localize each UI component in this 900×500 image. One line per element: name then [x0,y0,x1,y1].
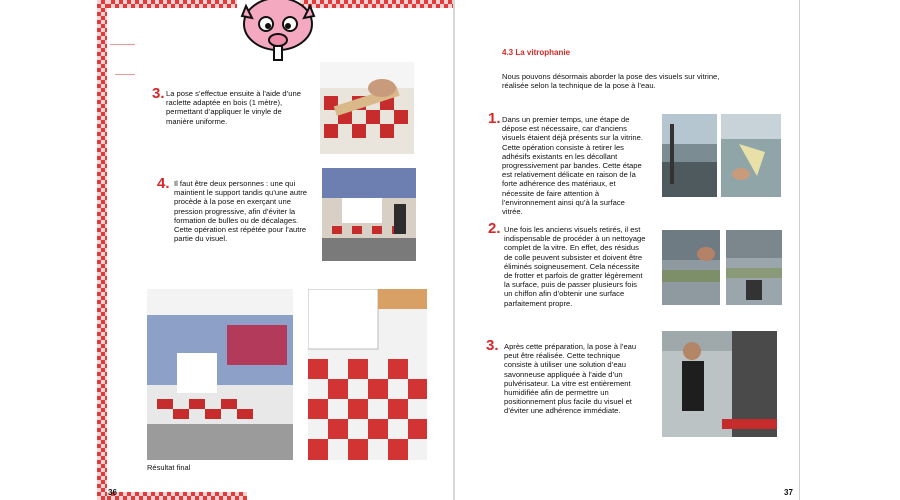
page-number-right: 37 [784,488,793,497]
viewer-background-right [800,0,900,500]
photo-window-removal-2 [721,114,781,197]
step-number: 3. [486,337,499,354]
step-text: Une fois les anciens visuels retirés, il est indispensable de procéder à un nettoyage complet de la vitre. En effet, des résidus de colle peuvent subsister et doivent être éliminés soigneusement. Cela nécessite de frotter et parfois de gratter légèrement la surface, puis de passer plusieurs fois un chiffon afin d’obtenir une surface parfaitement propre. [504,225,646,308]
photo-window-cleaning-1 [662,230,720,305]
photo-window-cleaning-2 [726,230,782,305]
step-number: 1. [488,110,501,127]
photo-squeegee [320,62,414,154]
checker-border-top-right [300,0,453,8]
step-number: 3. [152,85,165,102]
checker-border-left [97,0,107,500]
photo-two-people [322,168,416,261]
step-text: Il faut être deux personnes : une qui maintient le support tandis qu’une autre procède à la pose en exerçant une pression progressive, afin d’éviter la formation de bulles ou de décalages. Cette opération est répétée pour l’autre partie du visuel. [174,179,307,244]
step-text: La pose s’effectue ensuite à l’aide d’une raclette adaptée en bois (1 mètre), permettant d’appliquer le vinyle de manière uniforme. [166,89,301,126]
decor-dash [115,74,135,75]
photo-final-store [147,289,293,460]
checker-border-top [107,0,237,8]
decor-dash [110,44,135,45]
page-number-left: 36 [108,488,117,497]
step-number: 4. [157,175,170,192]
mascot-icon [238,0,318,64]
viewer-background [0,0,97,500]
intro-paragraph: Nous pouvons désormais aborder la pose des visuels sur vitrine, réalisée selon la technique de la pose à l’eau. [502,72,720,91]
step-text: Dans un premier temps, une étape de dépose est nécessaire, car d’anciens visuels étaient déjà présents sur la vitrine. Cette opération consiste à retirer les adhésifs existants en les décollant progressivement par bandes. Cette étape est relativement délicate en raison de la forte adhérence des matériaux, et nécessite de faire attention à l’environnement ainsi qu’à la surface vitrée. [502,115,643,217]
section-title: 4.3 La vitrophanie [502,48,571,57]
photo-checker-floor [308,289,427,460]
photo-caption: Résultat final [147,463,191,472]
step-text: Après cette préparation, la pose à l’eau peut être réalisée. Cette technique consiste à utiliser une solution d’eau savonneuse appliquée à l’aide d’un pulvérisateur. La vitre est entièrement humidifiée afin de permettre un positionnement plus facile du visuel et d’éviter une adhérence immédiate. [504,342,637,416]
step-number: 2. [488,220,501,237]
photo-water-application [662,331,777,437]
checker-border-bottom [107,492,247,500]
photo-window-removal-1 [662,114,717,197]
